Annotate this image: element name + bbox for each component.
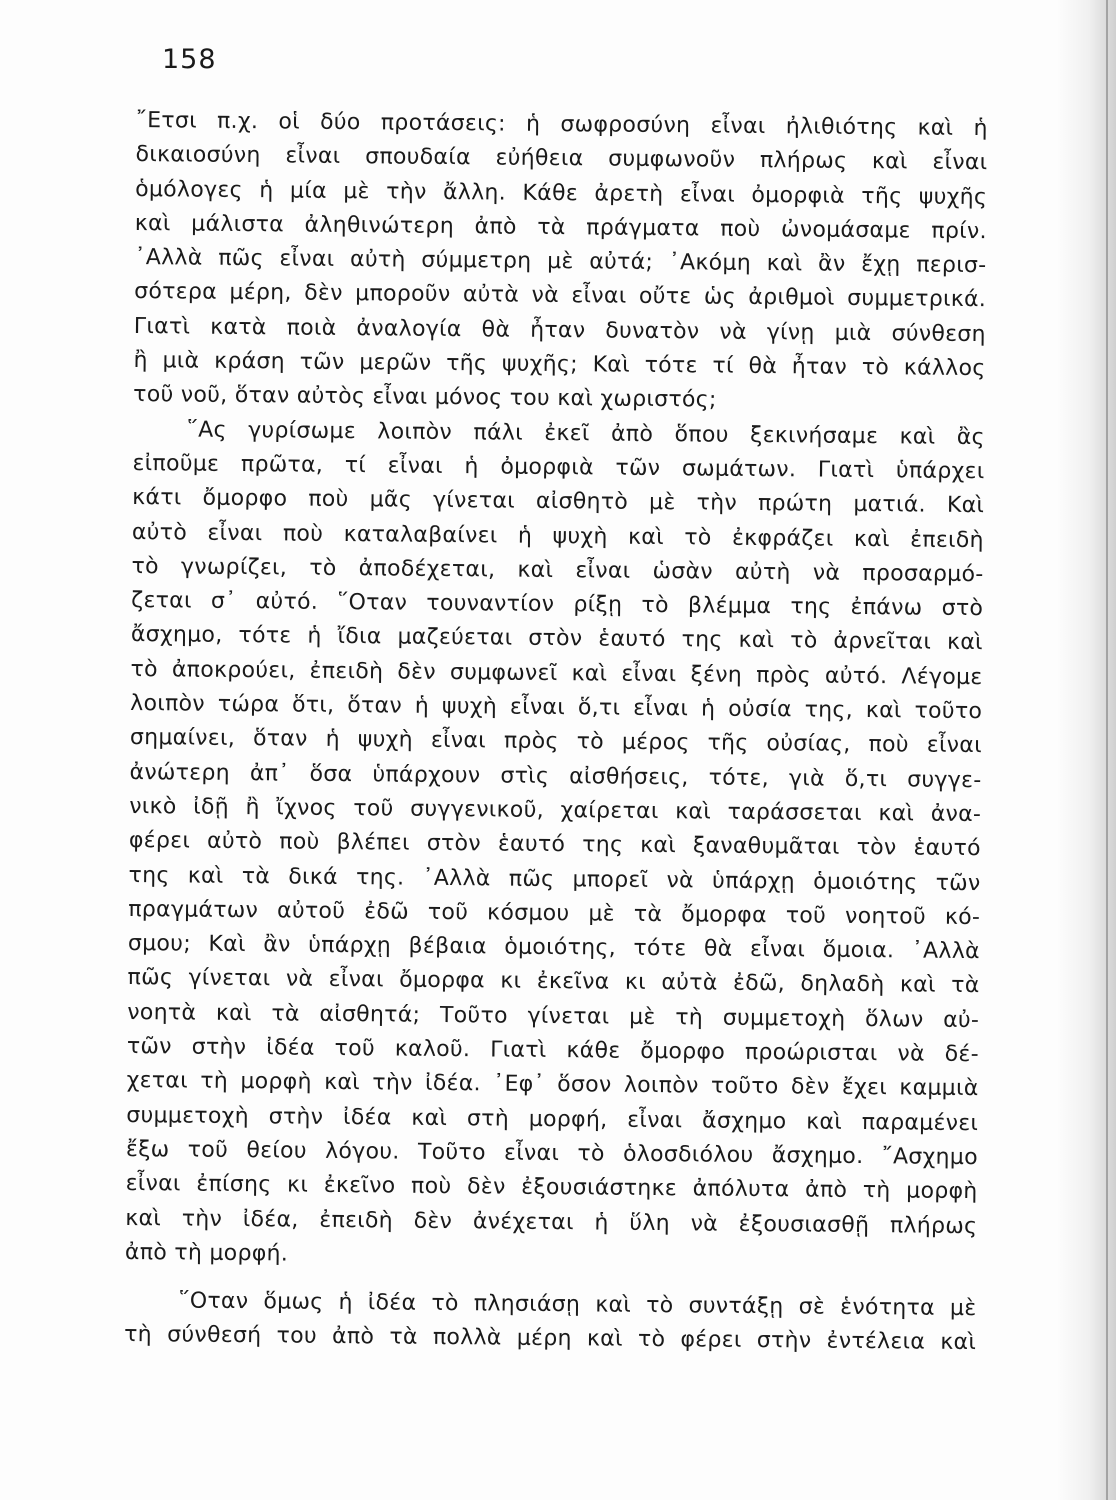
text-line: τὸ γνωρίζει, τὸ ἀποδέχεται, καὶ εἶναι ὡσὰν αὐτὴ νὰ προσαρμό- — [131, 553, 984, 588]
text-line: ἔξω τοῦ θείου λόγου. Τοῦτο εἶναι τὸ ὁλοσδιόλου ἄσχημο. ῎Ασχημο — [125, 1136, 979, 1171]
text-line: καὶ μάλιστα ἀληθινώτερη ἀπὸ τὰ πράγματα ποὺ ὠνομάσαμε πρίν. — [134, 210, 987, 245]
text-line: σημαίνει, ὅταν ἡ ψυχὴ εἶναι πρὸς τὸ μέρος τῆς οὐσίας, ποὺ εἶναι — [129, 725, 982, 759]
text-line: εἶναι ἐπίσης κι ἐκεῖνο ποὺ δὲν ἐξουσιάστηκε ἀπόλυτα ἀπὸ τὴ μορφὴ — [125, 1171, 978, 1205]
text-line: καὶ τὴν ἰδέα, ἐπειδὴ δὲν ἀνέχεται ἡ ὕλη νὰ ἐξουσιασθῇ πλήρως — [125, 1205, 978, 1239]
text-line: τὸ ἀποκρούει, ἐπειδὴ δὲν συμφωνεῖ καὶ εἶναι ξένη πρὸς αὐτό. Λέγομε — [130, 656, 983, 690]
text-line: ἀπὸ τὴ μορφή. — [124, 1239, 289, 1267]
text-line: πῶς γίνεται νὰ εἶναι ὄμορφα κι ἐκεῖνα κι αὐτὰ ἐδῶ, δηλαδὴ καὶ τὰ — [127, 965, 980, 999]
page-edge-line — [1106, 0, 1108, 1500]
text-line: συμμετοχὴ στὴν ἰδέα καὶ στὴ μορφή, εἶναι ἄσχημο καὶ παραμένει — [126, 1102, 979, 1136]
page-number: 158 — [162, 44, 217, 75]
text-line: αὐτὸ εἶναι ποὺ καταλαβαίνει ἡ ψυχὴ καὶ τὸ ἐκφράζει καὶ ἐπειδὴ — [131, 519, 984, 553]
text-line: ἀνώτερη ἀπ᾿ ὅσα ὑπάρχουν στὶς αἰσθήσεις, τότε, γιὰ ὅ,τι συγγε- — [129, 759, 982, 793]
text-line: τοῦ νοῦ, ὅταν αὐτὸς εἶναι μόνος του καὶ χωριστός; — [133, 382, 717, 413]
text-line: ῞Οταν ὅμως ἡ ἰδέα τὸ πλησιάσῃ καὶ τὸ συντάξῃ σὲ ἑνότητα μὲ — [178, 1288, 977, 1322]
text-line: ῞Ας γυρίσωμε λοιπὸν πάλι ἐκεῖ ἀπὸ ὅπου ξεκινήσαμε καὶ ἂς — [186, 417, 985, 450]
text-line: ἄσχημο, τότε ἡ ἴδια μαζεύεται στὸν ἑαυτό της καὶ τὸ ἀρνεῖται καὶ — [130, 622, 983, 656]
text-line: εἰποῦμε πρῶτα, τί εἶναι ἡ ὀμορφιὰ τῶν σωμάτων. Γιατὶ ὑπάρχει — [132, 450, 985, 485]
text-line: δικαιοσύνη εἶναι σπουδαία εὐήθεια συμφωνοῦν πλήρως καὶ εἶναι — [135, 142, 988, 176]
text-line: τὴ σύνθεσή του ἀπὸ τὰ πολλὰ μέρη καὶ τὸ φέρει στὴν ἐντέλεια καὶ — [124, 1322, 977, 1356]
text-line: Γιατὶ κατὰ ποιὰ ἀναλογία θὰ ἦταν δυνατὸν νὰ γίνῃ μιὰ σύνθεση — [133, 313, 986, 347]
text-line: τῶν στὴν ἰδέα τοῦ καλοῦ. Γιατὶ κάθε ὄμορφο προώρισται νὰ δέ- — [126, 1033, 980, 1068]
text-line: ζεται σ᾿ αὐτό. ῞Οταν τουναντίον ρίξῃ τὸ βλέμμα της ἐπάνω στὸ — [131, 588, 984, 622]
text-line: πραγμάτων αὐτοῦ ἐδῶ τοῦ κόσμου μὲ τὰ ὄμορφα τοῦ νοητοῦ κό- — [128, 896, 981, 930]
text-line: ῎Ετσι π.χ. οἱ δύο προτάσεις: ἡ σωφροσύνη εἶναι ἠλιθιότης καὶ ἡ — [135, 107, 988, 142]
text-line: σότερα μέρη, δὲν μποροῦν αὐτὰ νὰ εἶναι οὔτε ὡς ἀριθμοὶ συμμετρικά. — [134, 279, 987, 313]
text-line: ὁμόλογες ἡ μία μὲ τὴν ἄλλη. Κάθε ἀρετὴ εἶναι ὀμορφιὰ τῆς ψυχῆς — [135, 176, 988, 210]
text-line: σμου; Καὶ ἂν ὑπάρχῃ βέβαια ὁμοιότης, τότε θὰ εἶναι ὅμοια. ᾿Αλλὰ — [127, 931, 981, 965]
text-line: λοιπὸν τώρα ὅτι, ὅταν ἡ ψυχὴ εἶναι ὅ,τι εἶναι ἡ οὐσία της, καὶ τοῦτο — [130, 691, 983, 725]
text-line: ᾿Αλλὰ πῶς εἶναι αὐτὴ σύμμετρη μὲ αὐτά; ᾿Ακόμη καὶ ἂν ἔχῃ περισ- — [134, 245, 987, 279]
text-line: ἢ μιὰ κράση τῶν μερῶν τῆς ψυχῆς; Καὶ τότε τί θὰ ἦταν τὸ κάλλος — [133, 348, 986, 382]
text-line: νοητὰ καὶ τὰ αἰσθητά; Τοῦτο γίνεται μὲ τὴ συμμετοχὴ ὅλων αὐ- — [127, 999, 980, 1033]
text-line: νικὸ ἰδῇ ἢ ἴχνος τοῦ συγγενικοῦ, χαίρεται καὶ ταράσσεται καὶ ἀνα- — [129, 793, 982, 828]
body-text — [124, 104, 988, 1361]
text-line: κάτι ὄμορφο ποὺ μᾶς γίνεται αἰσθητὸ μὲ τὴν πρώτη ματιά. Καὶ — [132, 485, 985, 519]
text-line: της καὶ τὰ δικά της. ᾿Αλλὰ πῶς μπορεῖ νὰ ὑπάρχῃ ὁμοιότης τῶν — [128, 862, 981, 896]
text-line: χεται τὴ μορφὴ καὶ τὴν ἰδέα. ᾿Εφ᾿ ὅσον λοιπὸν τοῦτο δὲν ἔχει καμμιὰ — [126, 1068, 979, 1102]
text-line: φέρει αὐτὸ ποὺ βλέπει στὸν ἑαυτό της καὶ ξαναθυμᾶται τὸν ἑαυτό — [128, 828, 982, 862]
